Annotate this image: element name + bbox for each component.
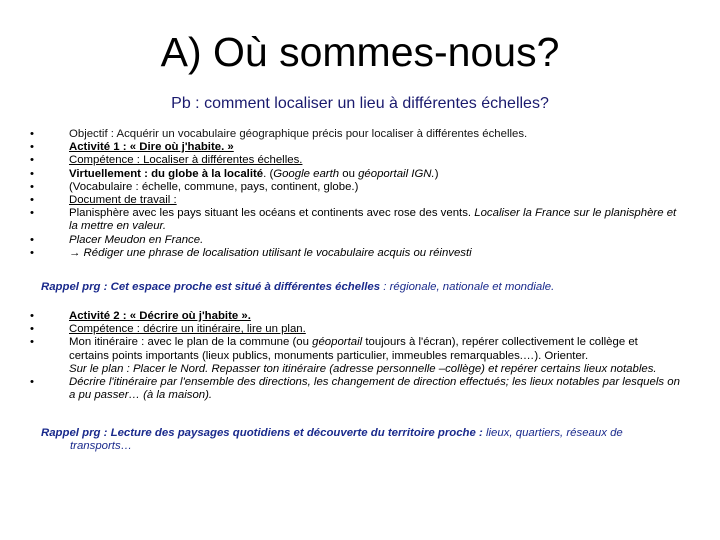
competence-text: Compétence : Localiser à différentes échelles. [69,154,303,167]
rappel-programme-2 [41,427,671,453]
list-item [30,310,680,323]
list-item [30,168,680,181]
bullet: • [30,167,34,180]
bullet: • [30,194,34,207]
bullet: • [30,310,34,322]
geoportail-text: géoportail IGN. [358,167,435,180]
placer-meudon-text: Placer Meudon en France. [69,233,204,246]
list-item [30,194,680,207]
bullet: • [30,323,34,336]
planisphere-italic: Localiser la France sur le planisphère et la mettre en valeur. [69,207,677,233]
rappel-1-text: : régionale, nationale et mondiale. [380,281,555,293]
bullet: • [30,246,34,259]
planisphere-plain: Planisphère avec les pays situant les océans et continents avec rose des vents. [69,207,472,220]
bullet: • [30,180,34,193]
bullet: • [30,336,34,349]
activity-1-list [30,128,680,260]
list-item [30,181,680,194]
competence-2-text: Compétence : décrire un itinéraire, lire un plan. [69,323,306,336]
virtuellement-sep: . ( [263,167,274,180]
itineraire-geoportail: géoportail [312,336,363,349]
list-item [30,323,680,336]
slide-subtitle: Pb : comment localiser un lieu à différentes échelles? [171,95,549,112]
virtuellement-close: ) [434,167,439,180]
google-earth-text: Google earth [273,167,340,180]
virtuellement-or: ou [339,167,359,180]
bullet: • [30,128,34,140]
bullet: • [30,207,34,220]
virtuellement-bold: Virtuellement : du globe à la localité [69,167,264,180]
bullet: • [30,376,34,389]
rappel-2-text: lieux, quartiers, réseaux de [482,427,623,439]
rappel-programme-1 [41,281,671,294]
rediger-text: → Rédiger une phrase de localisation utilisant le vocabulaire acquis ou réinvesti [69,246,472,259]
itineraire-b: toujours à l'écran), repérer collectivement le collège et certains points importants (lieux publics, monuments particulier, immeubles remarquables.…). Orienter. [69,336,638,362]
slide-title: A) Où sommes-nous? [160,29,560,75]
list-item [30,247,680,260]
planisphere-text [69,207,680,233]
list-item [30,128,680,141]
virtuellement-text [69,168,680,181]
objectif-text: Objectif : Acquérir un vocabulaire géographique précis pour localiser à différentes échelles. [69,128,528,140]
list-item [30,376,680,402]
rappel-2-continuation: transports… [70,440,133,453]
rappel-1-label: Rappel prg : Cet espace proche est situé à différentes échelles [41,281,381,293]
itineraire-a: Mon itinéraire : avec le plan de la commune (ou [69,336,313,349]
list-item [30,234,680,247]
list-item [30,336,680,376]
activite-1-heading: Activité 1 : « Dire où j'habite. » [69,141,234,154]
vocabulaire-text: (Vocabulaire : échelle, commune, pays, continent, globe.) [69,180,359,193]
activite-2-heading: Activité 2 : « Décrire où j'habite ». [69,310,251,322]
list-item [30,154,680,167]
bullet: • [30,141,34,154]
rappel-2-label: Rappel prg : Lecture des paysages quotidiens et découverte du territoire proche : [41,427,483,439]
decrire-itineraire-text: Décrire l'itinéraire par l'ensemble des directions, les changement de direction effectués; les lieux notables par lesquels on a pu passer… (à la maison). [69,376,680,402]
bullet: • [30,233,34,246]
list-item [30,141,680,154]
sur-le-plan-text: Sur le plan : Placer le Nord. Repasser ton itinéraire (adresse personnelle –collège) et repérer certains lieux notables. [69,362,657,375]
activity-2-list [30,310,680,402]
itineraire-text [69,336,680,362]
list-item [30,207,680,233]
bullet: • [30,154,34,167]
document-travail-text: Document de travail : [69,194,177,207]
